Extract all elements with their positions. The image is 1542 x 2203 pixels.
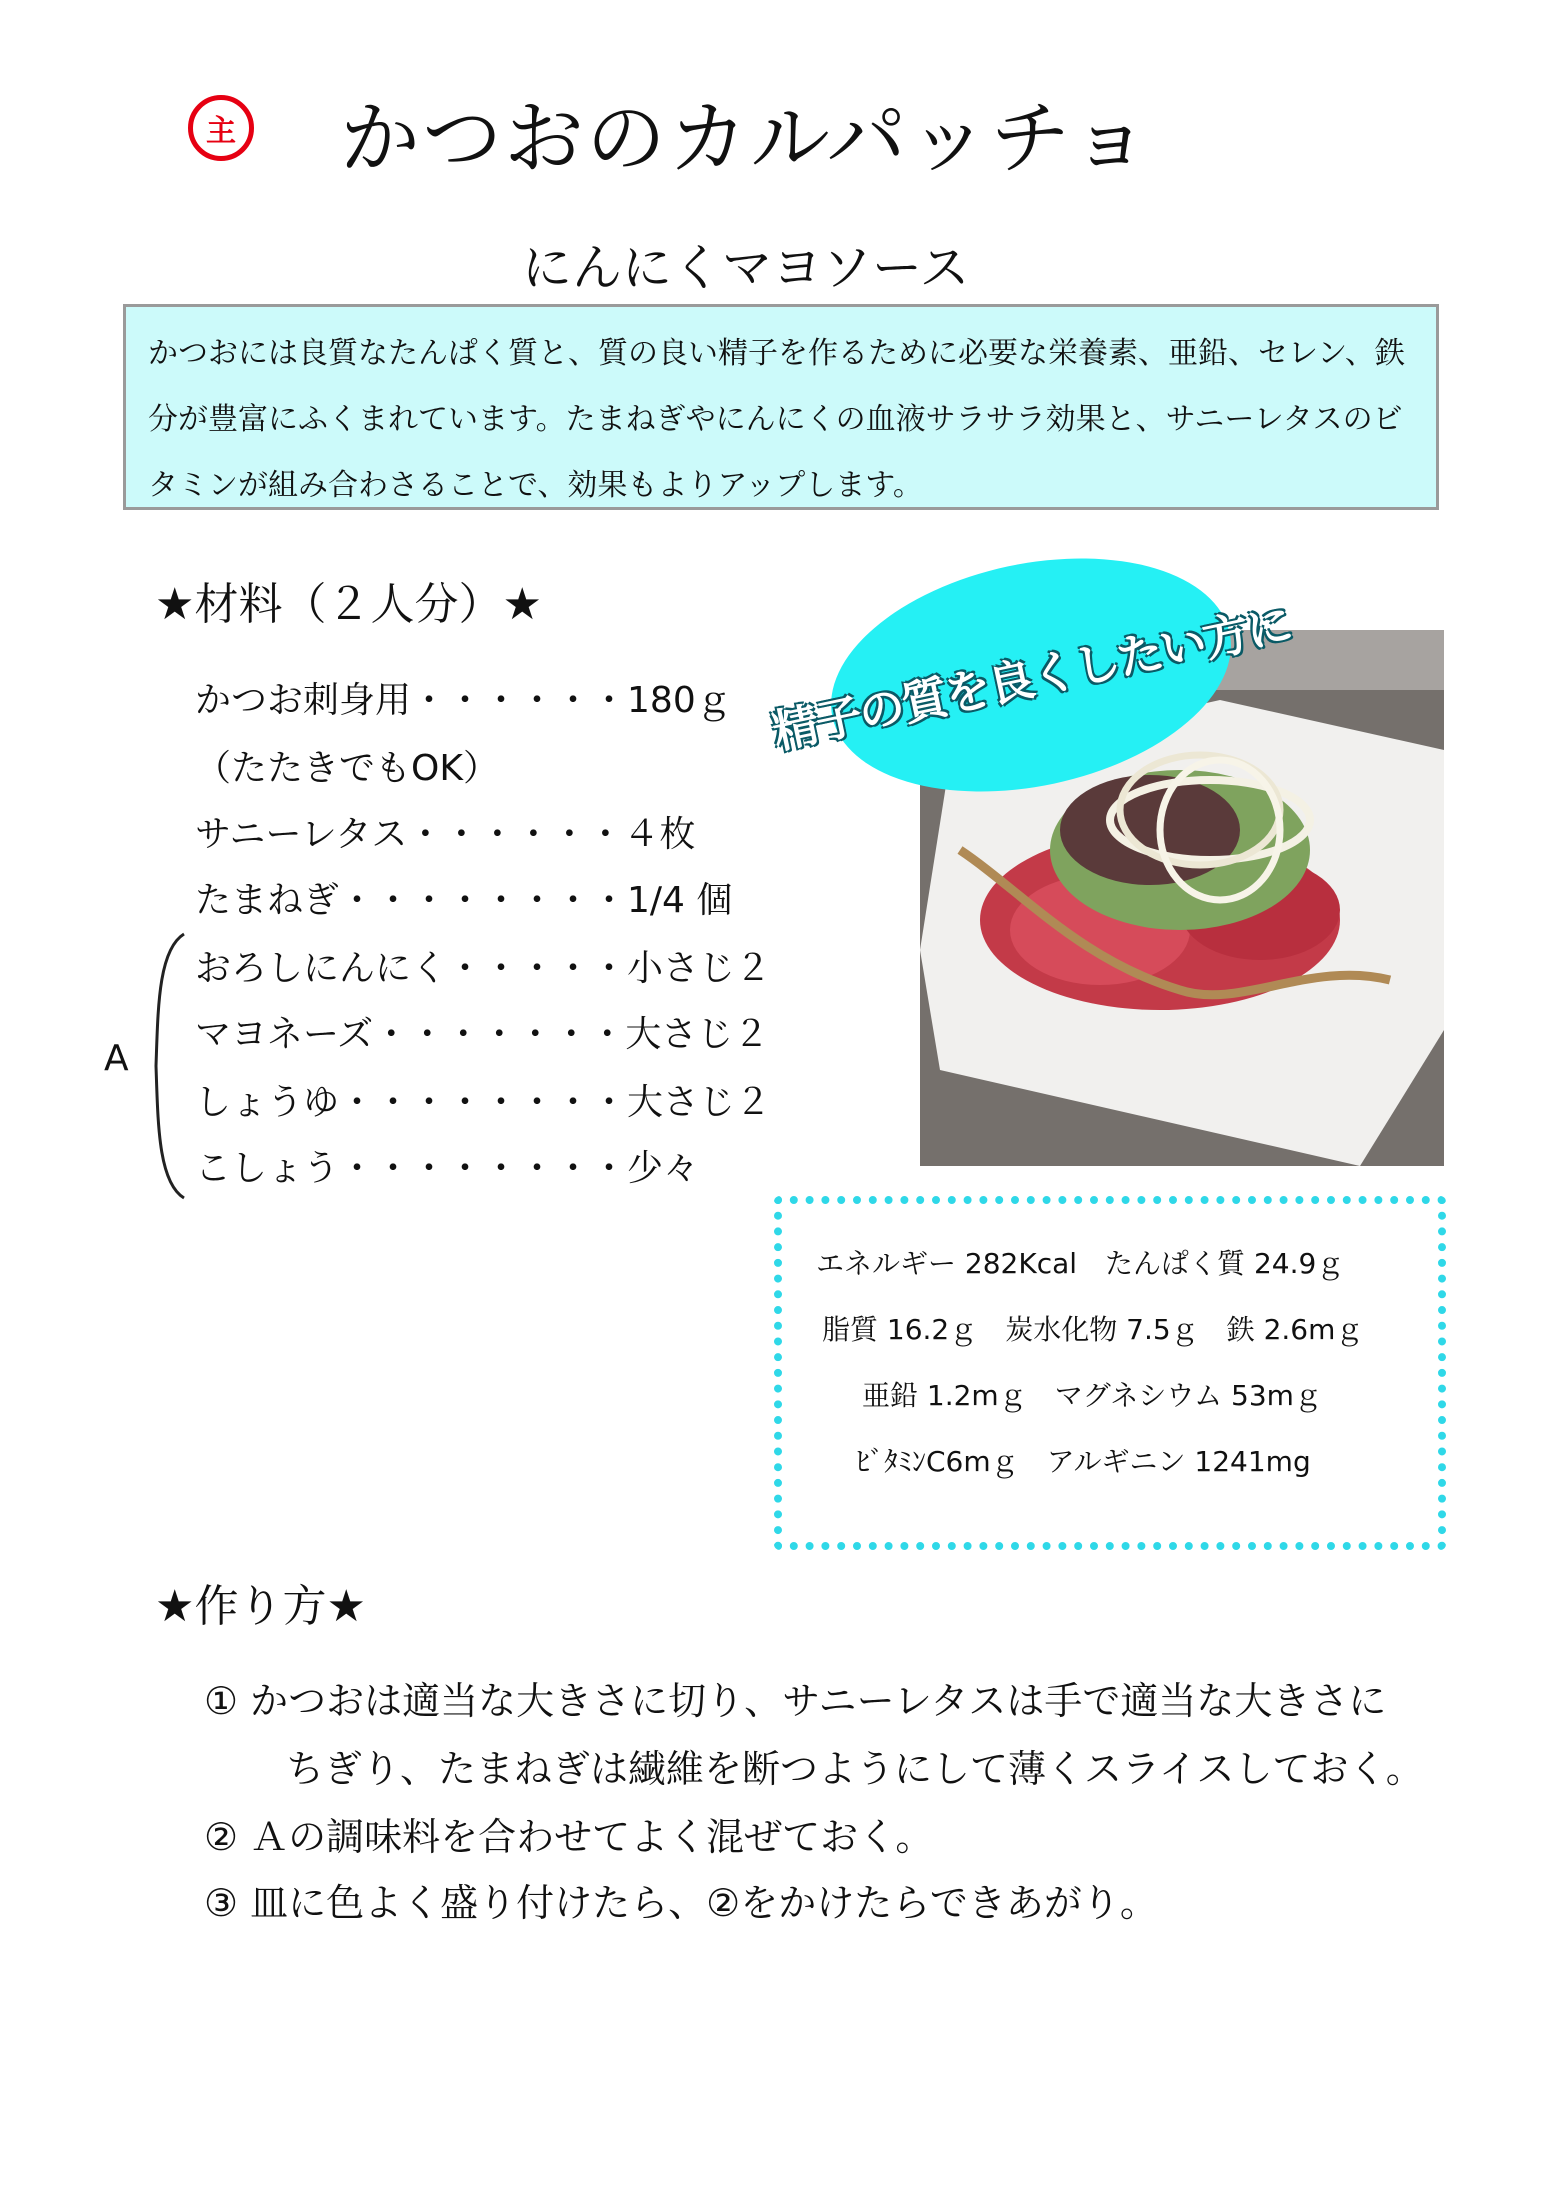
recipe-title: かつおのカルパッチョ — [340, 92, 1152, 185]
ingredient-row: たまねぎ・・・・・・・・1/4 個 — [195, 880, 733, 921]
ingredient-row: サニーレタス・・・・・・４枚 — [195, 814, 696, 855]
method-step: ① かつおは適当な大きさに切り、サニーレタスは手で適当な大きさに — [204, 1679, 1387, 1723]
seasoning-bracket — [150, 930, 190, 1202]
ingredients-heading: ★材料（２人分）★ — [155, 579, 542, 630]
method-step: ② Ａの調味料を合わせてよく混ぜておく。 — [204, 1815, 934, 1859]
recipe-subtitle: にんにくマヨソース — [522, 239, 970, 297]
ingredient-row: こしょう・・・・・・・・少々 — [195, 1148, 700, 1189]
method-step: ちぎり、たまねぎは繊維を断つようにして薄くスライスしておく。 — [286, 1747, 1424, 1791]
intro-text: かつおには良質なたんぱく質と、質の良い精子を作るために必要な栄養素、亜鉛、セレン、鉄分が豊富にふくまれています。たまねぎやにんにくの血液サラサラ効果と、サニーレタスのビタミンが組み合わさることで、効果もよりアップします。 — [148, 336, 1405, 503]
nutrition-box — [774, 1196, 1446, 1550]
ingredient-row: マヨネーズ・・・・・・・大さじ２ — [195, 1014, 770, 1055]
nutrition-line: エネルギー 282Kcal たんぱく質 24.9ｇ — [816, 1247, 1345, 1280]
ingredient-row: （たたきでもOK） — [195, 748, 499, 789]
ingredient-row: おろしにんにく・・・・・小さじ２ — [195, 948, 772, 989]
ingredient-row: かつお刺身用・・・・・・180ｇ — [195, 680, 732, 721]
callout-text: 精子の質を良くしたい方に — [767, 596, 1296, 760]
nutrition-line: 亜鉛 1.2mｇ マグネシウム 53mｇ — [862, 1379, 1322, 1412]
nutrition-line: 脂質 16.2ｇ 炭水化物 7.5ｇ 鉄 2.6mｇ — [822, 1313, 1364, 1346]
ingredient-row: しょうゆ・・・・・・・・大さじ２ — [195, 1082, 772, 1123]
seasoning-group-label: A — [104, 1038, 129, 1079]
nutrition-line: ﾋﾞﾀﾐﾝC6mｇ アルギニン 1241mg — [856, 1445, 1311, 1478]
method-heading: ★作り方★ — [155, 1581, 366, 1632]
method-step: ③ 皿に色よく盛り付けたら、②をかけたらできあがり。 — [204, 1881, 1158, 1925]
intro-box — [123, 304, 1439, 510]
main-dish-badge: 主 — [188, 95, 254, 161]
